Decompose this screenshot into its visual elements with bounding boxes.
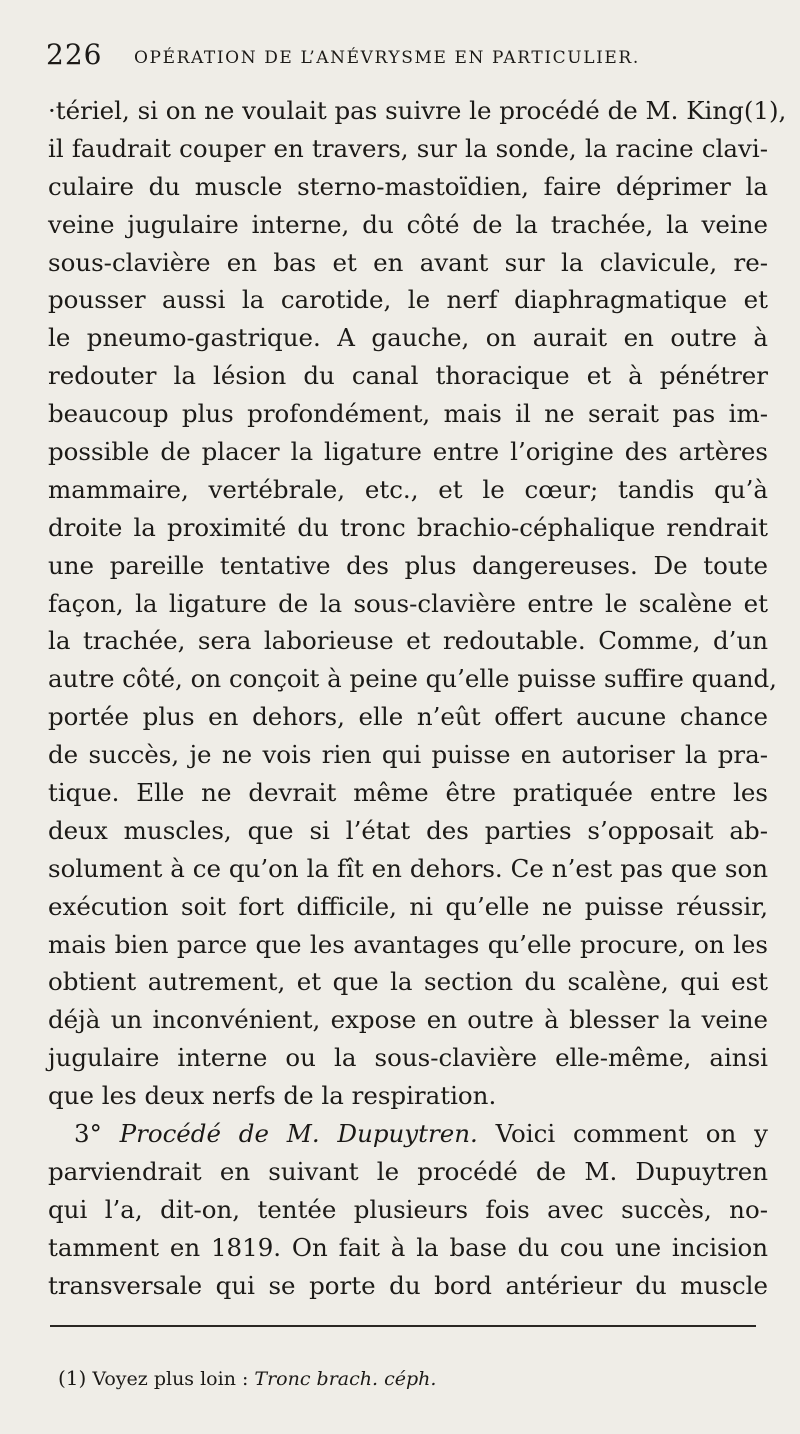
text-line: tique. Elle ne devrait même être pratiquée entre les [48, 778, 768, 808]
text-line: portée plus en dehors, elle n’eût offert aucune chance [48, 702, 768, 732]
text-line: transversale qui se porte du bord antérieur du muscle [48, 1270, 768, 1300]
text-line: possible de placer la ligature entre l’origine des artères [48, 437, 768, 467]
text-line: déjà un inconvénient, expose en outre à blesser la veine [48, 1005, 768, 1035]
footnote-text: Voyez plus loin : [92, 1368, 249, 1390]
text-line: veine jugulaire interne, du côté de la trachée, la veine [48, 209, 768, 239]
text-line: la trachée, sera laborieuse et redoutable. Comme, d’un [48, 626, 768, 656]
footnote [58, 1366, 658, 1390]
text-line: ·tériel, si on ne voulait pas suivre le procédé de M. King(1), [48, 96, 787, 125]
running-title: OPÉRATION DE L’ANÉVRYSME EN PARTICULIER. [134, 48, 640, 68]
section-number: 3° [74, 1119, 102, 1149]
text-line: pousser aussi la carotide, le nerf diaphragmatique et [48, 285, 768, 315]
page-header [46, 38, 756, 78]
text-line: le pneumo-gastrique. A gauche, on aurait en outre à [48, 323, 768, 353]
section-title: Procédé de M. Dupuytren. [119, 1119, 478, 1149]
text-line: exécution soit fort difficile, ni qu’elle ne puisse réussir, [48, 891, 768, 921]
page-number: 226 [46, 38, 103, 71]
text-line: mais bien parce que les avantages qu’elle procure, on les [48, 929, 768, 959]
text-line: solument à ce qu’on la fît en dehors. Ce n’est pas que son [48, 853, 768, 883]
text-line: tamment en 1819. On fait à la base du cou une incision [48, 1232, 768, 1262]
section-first-line-text: Voici comment on y [495, 1119, 768, 1149]
footnote-divider [50, 1325, 756, 1327]
text-line: culaire du muscle sterno-mastoïdien, faire déprimer la [48, 171, 768, 201]
text-line: autre côté, on conçoit à peine qu’elle puisse suffire quand, [48, 664, 777, 694]
text-line: façon, la ligature de la sous-clavière entre le scalène et [48, 588, 768, 618]
text-line: deux muscles, que si l’état des parties s’opposait ab- [48, 815, 768, 845]
text-line: beaucoup plus profondément, mais il ne serait pas im- [48, 399, 768, 429]
text-line: parviendrait en suivant le procédé de M. Dupuytren [48, 1156, 768, 1186]
paragraph-end-line: que les deux nerfs de la respiration. [48, 1081, 497, 1111]
body-text [48, 92, 787, 1305]
section-heading-line [48, 1115, 768, 1153]
text-line: une pareille tentative des plus dangereuses. De toute [48, 550, 768, 580]
text-line: il faudrait couper en travers, sur la sonde, la racine clavi- [48, 133, 768, 163]
text-line: de succès, je ne vois rien qui puisse en autoriser la pra- [48, 740, 768, 770]
text-line: obtient autrement, et que la section du scalène, qui est [48, 967, 768, 997]
text-line: droite la proximité du tronc brachio-céphalique rendrait [48, 512, 768, 542]
text-line: redouter la lésion du canal thoracique et à pénétrer [48, 361, 768, 391]
footnote-reference: Tronc brach. céph. [254, 1368, 437, 1390]
footnote-marker: (1) [58, 1366, 87, 1390]
text-line: sous-clavière en bas et en avant sur la clavicule, re- [48, 247, 768, 277]
text-line: qui l’a, dit-on, tentée plusieurs fois avec succès, no- [48, 1194, 768, 1224]
text-line: jugulaire interne ou la sous-clavière elle-même, ainsi [48, 1043, 768, 1073]
text-line: mammaire, vertébrale, etc., et le cœur; tandis qu’à [48, 474, 768, 504]
